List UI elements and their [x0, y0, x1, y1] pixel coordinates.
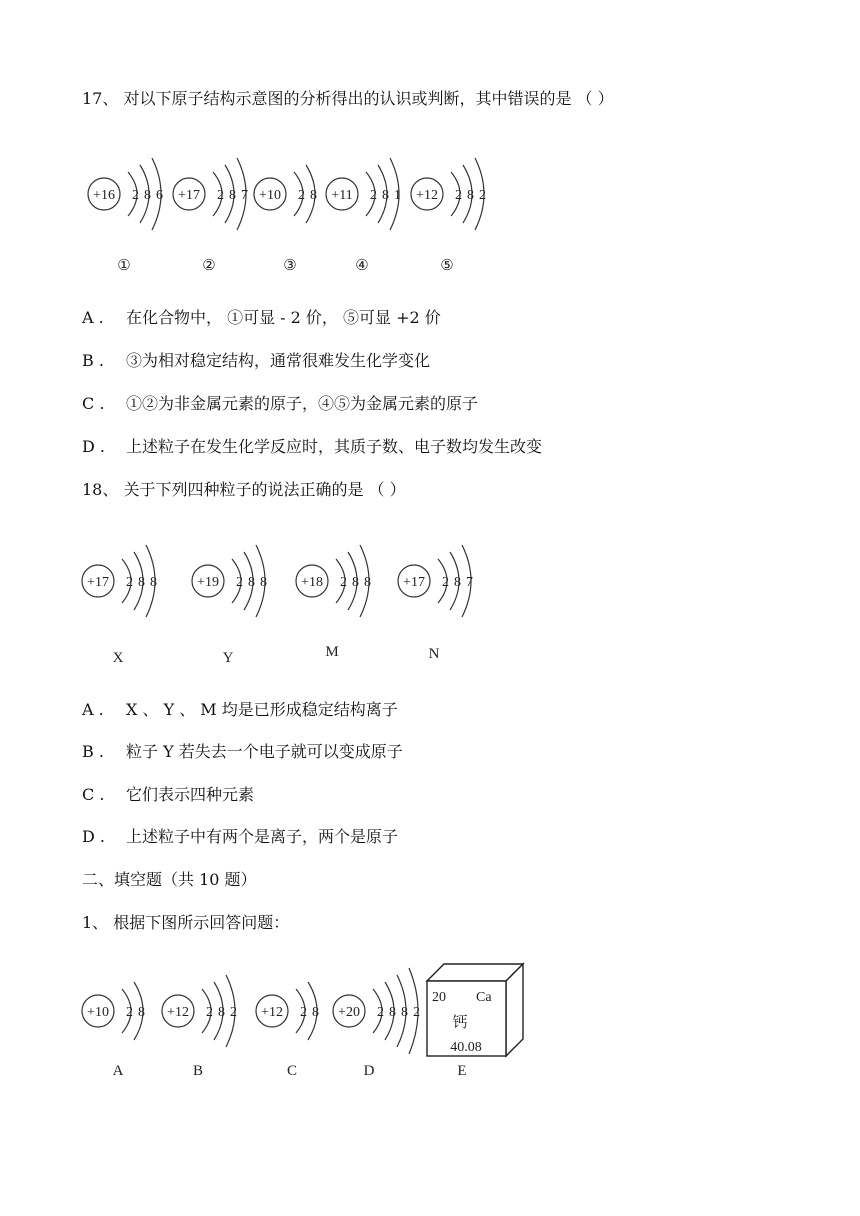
q17-atom-3 [326, 158, 401, 274]
electron-count: 7 [241, 188, 248, 203]
electron-count: 8 [138, 1005, 145, 1020]
q17-option-d[interactable]: D . 上述粒子在发生化学反应时，其质子数、电子数均发生改变 [82, 437, 543, 456]
electron-count: 2 [298, 188, 305, 203]
atom-label: ③ [283, 258, 297, 274]
electron-count: 2 [479, 188, 486, 203]
electron-count: 2 [370, 188, 377, 203]
q18-option-b[interactable]: B . 粒子 Y 若失去一个电子就可以变成原子 [82, 742, 403, 761]
electron-count: 8 [454, 575, 461, 590]
element-box-calcium [427, 964, 523, 1079]
electron-count: 2 [132, 188, 139, 203]
q17-atom-1 [173, 158, 248, 274]
fill1-stem: 1、 根据下图所示回答问题： [82, 913, 290, 932]
electron-count: 2 [217, 188, 224, 203]
electron-count: 2 [455, 188, 462, 203]
atom-label: ① [117, 258, 131, 274]
nucleus-charge: +12 [261, 1005, 283, 1020]
electron-count: 2 [442, 575, 449, 590]
atom-label: X [112, 650, 124, 666]
nucleus-charge: +10 [87, 1005, 109, 1020]
atom-label: M [325, 644, 339, 660]
fill1-atom-2 [256, 982, 319, 1079]
atomic-number: 20 [432, 990, 446, 1005]
electron-count: 2 [340, 575, 347, 590]
nucleus-charge: +10 [259, 188, 281, 203]
electron-count: 2 [413, 1005, 420, 1020]
box-side [506, 964, 523, 1056]
electron-count: 8 [248, 575, 255, 590]
nucleus-charge: +20 [338, 1005, 360, 1020]
nucleus-charge: +17 [178, 188, 200, 203]
nucleus-charge: +11 [331, 188, 353, 203]
electron-count: 2 [126, 1005, 133, 1020]
electron-count: 8 [382, 188, 389, 203]
q18-option-a[interactable]: A . X 、 Y 、 M 均是已形成稳定结构离子 [82, 700, 398, 719]
q17-figure [0, 130, 860, 430]
electron-count: 6 [156, 188, 163, 203]
fill1-figure [0, 950, 860, 1090]
atom-label: ⑤ [440, 258, 454, 274]
atom-label: N [428, 646, 440, 662]
q18-figure [0, 520, 860, 680]
element-symbol: Ca [476, 990, 492, 1005]
q17-stem: 17、 对以下原子结构示意图的分析得出的认识或判断，其中错误的是 （ ） [82, 89, 614, 108]
electron-count: 8 [467, 188, 474, 203]
electron-count: 8 [401, 1005, 408, 1020]
electron-count: 7 [466, 575, 473, 590]
q17-atom-0 [88, 158, 163, 274]
nucleus-charge: +17 [403, 575, 425, 590]
electron-count: 8 [260, 575, 267, 590]
electron-count: 2 [300, 1005, 307, 1020]
q17-option-c[interactable]: C . ①②为非金属元素的原子，④⑤为金属元素的原子 [82, 394, 479, 413]
electron-count: 2 [236, 575, 243, 590]
electron-count: 8 [150, 575, 157, 590]
atom-label: Y [222, 650, 234, 666]
q18-stem: 18、 关于下列四种粒子的说法正确的是 （ ） [82, 480, 406, 499]
q18-atom-2 [296, 545, 371, 660]
q18-atom-3 [398, 545, 473, 662]
electron-count: 8 [144, 188, 151, 203]
atom-label: A [112, 1063, 124, 1079]
atom-label: B [192, 1063, 204, 1079]
nucleus-charge: +12 [167, 1005, 189, 1020]
q18-option-c[interactable]: C . 它们表示四种元素 [82, 785, 255, 804]
electron-count: 8 [218, 1005, 225, 1020]
electron-count: 8 [138, 575, 145, 590]
nucleus-charge: +18 [301, 575, 323, 590]
electron-count: 2 [377, 1005, 384, 1020]
electron-count: 2 [230, 1005, 237, 1020]
nucleus-charge: +19 [197, 575, 219, 590]
electron-count: 8 [229, 188, 236, 203]
element-box-label: E [457, 1063, 467, 1079]
electron-count: 1 [394, 188, 401, 203]
q17-atom-4 [411, 158, 486, 274]
nucleus-charge: +17 [87, 575, 109, 590]
atomic-mass: 40.08 [450, 1040, 482, 1055]
electron-count: 8 [310, 188, 317, 203]
q18-atom-1 [192, 545, 267, 666]
electron-count: 2 [206, 1005, 213, 1020]
electron-count: 8 [352, 575, 359, 590]
nucleus-charge: +12 [416, 188, 438, 203]
element-name: 钙 [452, 1015, 468, 1031]
nucleus-charge: +16 [93, 188, 115, 203]
q17-option-a[interactable]: A . 在化合物中， ①可显 - 2 价， ⑤可显 +2 价 [82, 308, 441, 327]
atom-label: C [286, 1063, 298, 1079]
fill1-atom-3 [333, 968, 420, 1079]
q18-option-d[interactable]: D . 上述粒子中有两个是离子，两个是原子 [82, 827, 399, 846]
electron-count: 2 [126, 575, 133, 590]
electron-count: 8 [364, 575, 371, 590]
q17-option-b[interactable]: B . ③为相对稳定结构，通常很难发生化学变化 [82, 351, 431, 370]
atom-label: ② [202, 258, 216, 274]
q18-atom-0 [82, 545, 157, 666]
electron-count: 8 [312, 1005, 319, 1020]
section-title: 二、填空题（共 10 题） [82, 870, 257, 889]
atom-label: D [363, 1063, 375, 1079]
fill1-atom-1 [162, 975, 237, 1079]
atom-label: ④ [355, 258, 369, 274]
electron-count: 8 [389, 1005, 396, 1020]
q17-atom-2 [254, 165, 317, 274]
fill1-atom-0 [82, 982, 145, 1079]
